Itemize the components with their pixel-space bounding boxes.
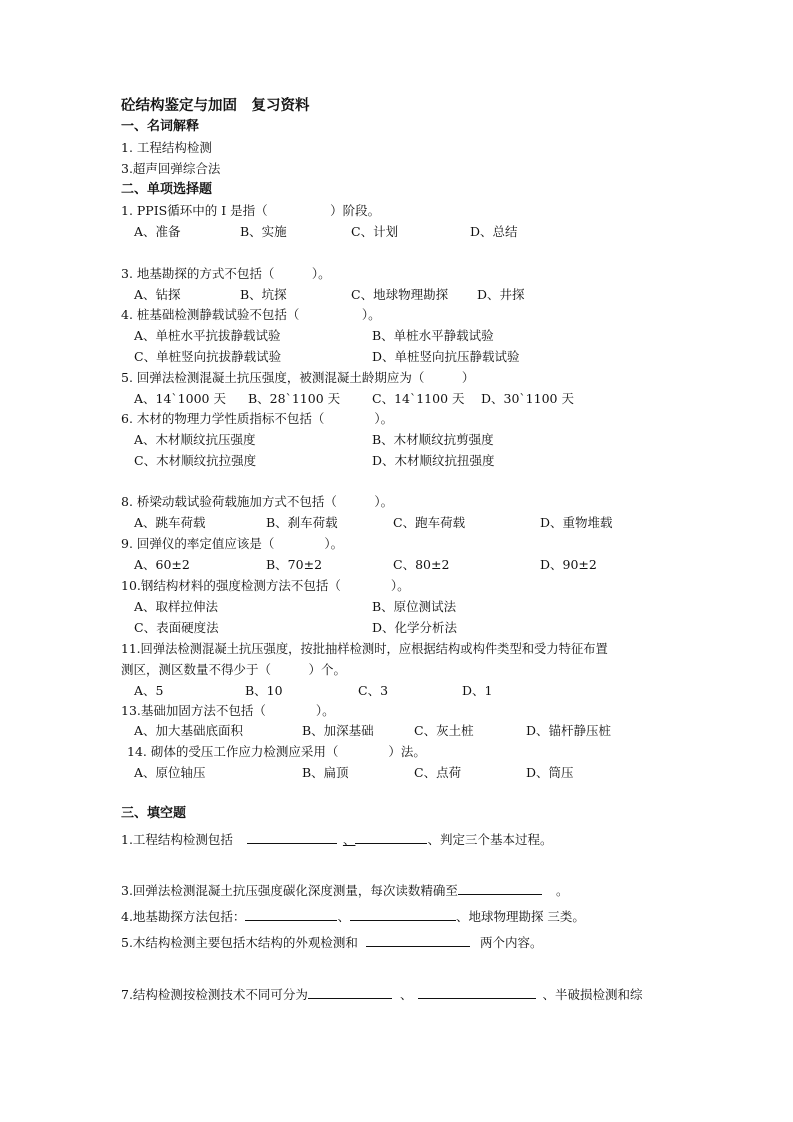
question-text: 7.结构检测按检测技术不同可分为 [121, 987, 308, 1002]
separator: 、 [337, 909, 350, 924]
question-stem: 3. 地基勘探的方式不包括（ ）。 [121, 266, 331, 281]
option-a: A、单桩水平抗拔静载试验 [134, 328, 281, 343]
term-item: 1. 工程结构检测 [121, 140, 212, 155]
question-stem: 8. 桥梁动载试验荷载施加方式不包括（ ）。 [121, 494, 394, 509]
answer-blank[interactable] [418, 985, 536, 999]
answer-blank[interactable] [308, 985, 392, 999]
option-a: A、取样拉伸法 [134, 599, 219, 614]
question-stem: 10.钢结构材料的强度检测方法不包括（ ）。 [121, 578, 410, 593]
option-b: B、加深基础 [302, 723, 374, 738]
option-d: D、井探 [477, 287, 525, 302]
question-stem: 4. 桩基础检测静载试验不包括（ ）。 [121, 307, 381, 322]
question-text: 、判定三个基本过程。 [427, 832, 553, 847]
option-c: C、木材顺纹抗拉强度 [134, 453, 257, 468]
question-text: 5.木结构检测主要包括木结构的外观检测和 [121, 935, 358, 950]
option-d: D、90±2 [540, 557, 597, 572]
option-c: C、单桩竖向抗拔静载试验 [134, 349, 282, 364]
option-c: C、表面硬度法 [134, 620, 219, 635]
option-d: D、木材顺纹抗扭强度 [372, 453, 495, 468]
separator: 、 [342, 832, 356, 847]
answer-blank[interactable] [355, 830, 427, 844]
option-a: A、60±2 [134, 557, 190, 572]
option-a: A、跳车荷载 [134, 515, 206, 530]
option-b: B、10 [245, 683, 283, 698]
option-b: B、刹车荷载 [266, 515, 338, 530]
option-a: A、5 [134, 683, 164, 698]
answer-blank[interactable] [247, 830, 337, 844]
question-stem: 13.基础加固方法不包括（ ）。 [121, 703, 335, 718]
option-a: A、原位轴压 [134, 765, 206, 780]
option-b: B、70±2 [266, 557, 323, 572]
option-c: C、灰土桩 [414, 723, 474, 738]
question-text: 4.地基勘探方法包括： [121, 909, 246, 924]
question-stem: 5. 回弹法检测混凝土抗压强度，被测混凝土龄期应为（ ） [121, 370, 475, 385]
document-title: 砼结构鉴定与加固 复习资料 [121, 98, 310, 114]
option-a: A、14`1000 天 [134, 391, 226, 406]
option-b: B、扁顶 [302, 765, 349, 780]
fill-blank-question [121, 830, 552, 848]
option-d: D、1 [462, 683, 493, 698]
question-text: 两个内容。 [479, 935, 543, 950]
option-a: A、加大基础底面积 [134, 723, 244, 738]
question-text: 、地球物理勘探 三类。 [455, 909, 585, 924]
question-text: 、半破损检测和综 [542, 987, 643, 1002]
option-c: C、计划 [351, 224, 399, 239]
option-a: A、准备 [134, 224, 181, 239]
term-item: 3.超声回弹综合法 [121, 161, 221, 176]
option-b: B、单桩水平静载试验 [372, 328, 494, 343]
question-text: 1.工程结构检测包括 [121, 832, 233, 847]
fill-blank-question [121, 985, 642, 1003]
question-stem-continued: 测区，测区数量不得少于（ ）个。 [121, 662, 347, 677]
option-a: A、钻探 [134, 287, 181, 302]
option-c: C、点荷 [414, 765, 462, 780]
answer-blank[interactable] [245, 907, 337, 921]
fill-blank-question [121, 881, 568, 899]
option-b: B、28`1100 天 [248, 391, 341, 406]
question-stem: 11.回弹法检测混凝土抗压强度，按批抽样检测时，应根据结构或构件类型和受力特征布置 [121, 642, 608, 656]
option-c: C、地球物理勘探 [351, 287, 449, 302]
question-stem: 9. 回弹仪的率定值应该是（ ）。 [121, 536, 344, 551]
section-heading: 二、单项选择题 [121, 182, 213, 197]
option-c: C、3 [358, 683, 389, 698]
option-b: B、木材顺纹抗剪强度 [372, 432, 494, 447]
option-d: D、锚杆静压桩 [526, 723, 612, 738]
question-stem: 14. 砌体的受压工作应力检测应采用（ ）法。 [127, 744, 426, 759]
separator: 、 [399, 987, 413, 1002]
option-b: B、原位测试法 [372, 599, 457, 614]
option-d: D、单桩竖向抗压静载试验 [372, 349, 520, 364]
option-c: C、跑车荷载 [393, 515, 466, 530]
section-heading: 一、名词解释 [121, 119, 200, 134]
answer-blank[interactable] [350, 907, 456, 921]
option-d: D、筒压 [526, 765, 574, 780]
option-b: B、实施 [240, 224, 287, 239]
answer-blank[interactable] [366, 933, 470, 947]
section-heading: 三、填空题 [121, 806, 187, 821]
answer-blank[interactable] [458, 881, 542, 895]
option-d: D、30`1100 天 [481, 391, 574, 406]
question-text: 。 [555, 883, 569, 898]
question-stem: 6. 木材的物理力学性质指标不包括（ ）。 [121, 411, 394, 426]
option-c: C、80±2 [393, 557, 450, 572]
option-d: D、化学分析法 [372, 620, 458, 635]
option-b: B、坑探 [240, 287, 287, 302]
option-c: C、14`1100 天 [372, 391, 465, 406]
fill-blank-question [121, 907, 585, 925]
question-stem: 1. PPIS循环中的 I 是指（ ）阶段。 [121, 203, 381, 218]
option-d: D、重物堆载 [540, 515, 613, 530]
option-d: D、总结 [470, 224, 518, 239]
option-a: A、木材顺纹抗压强度 [134, 432, 256, 447]
question-text: 3.回弹法检测混凝土抗压强度碳化深度测量，每次读数精确至 [121, 883, 458, 898]
fill-blank-question [121, 933, 542, 951]
